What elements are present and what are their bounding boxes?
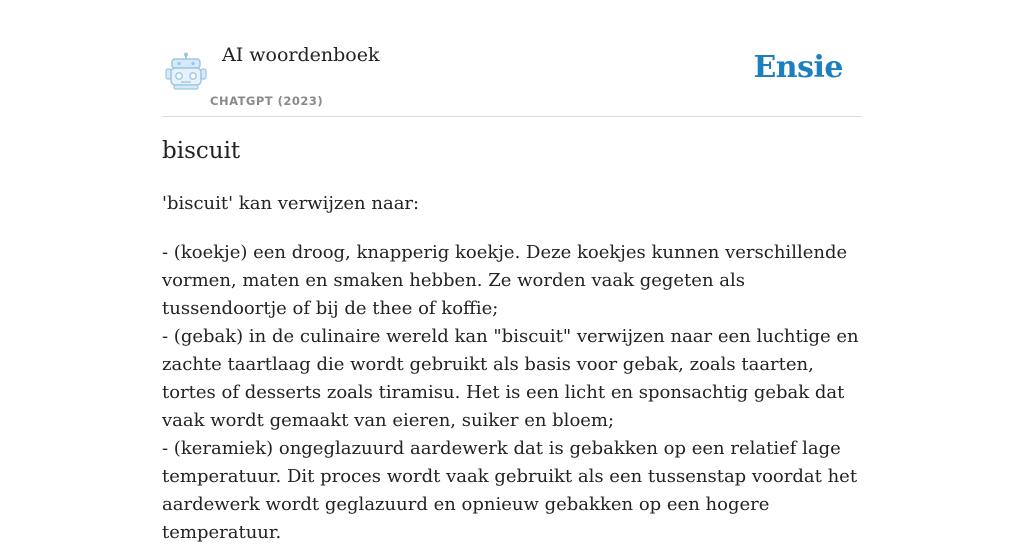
brand-logo[interactable]: Ensie <box>753 50 843 85</box>
definition-item: - (keramiek) ongeglazuurd aardewerk dat is gebakken op een relatief lage temperatuur. Dit proces wordt vaak gebruikt als een tussenstap voordat het aardewerk wordt geglazuurd en opnieuw gebakken op een hogere temperatuur. <box>162 438 858 543</box>
header <box>162 0 862 117</box>
dictionary-title: AI woordenboek <box>222 44 380 66</box>
entry-page <box>162 0 862 543</box>
definitions-list <box>162 239 862 547</box>
entry-intro: 'biscuit' kan verwijzen naar: <box>162 193 420 214</box>
definition-item: - (koekje) een droog, knapperig koekje. Deze koekjes kunnen verschillende vormen, maten en smaken hebben. Ze worden vaak gegeten als tussendoortje of bij de thee of koffie; <box>162 242 848 319</box>
robot-icon <box>165 52 207 90</box>
source-label: CHATGPT (2023) <box>210 94 324 108</box>
entry-term: biscuit <box>162 138 241 164</box>
definition-item: - (gebak) in de culinaire wereld kan "biscuit" verwijzen naar een luchtige en zachte taartlaag die wordt gebruikt als basis voor gebak, zoals taarten, tortes of desserts zoals tiramisu. Het is een licht en sponsachtig gebak dat vaak wordt gemaakt van eieren, suiker en bloem; <box>162 326 859 431</box>
